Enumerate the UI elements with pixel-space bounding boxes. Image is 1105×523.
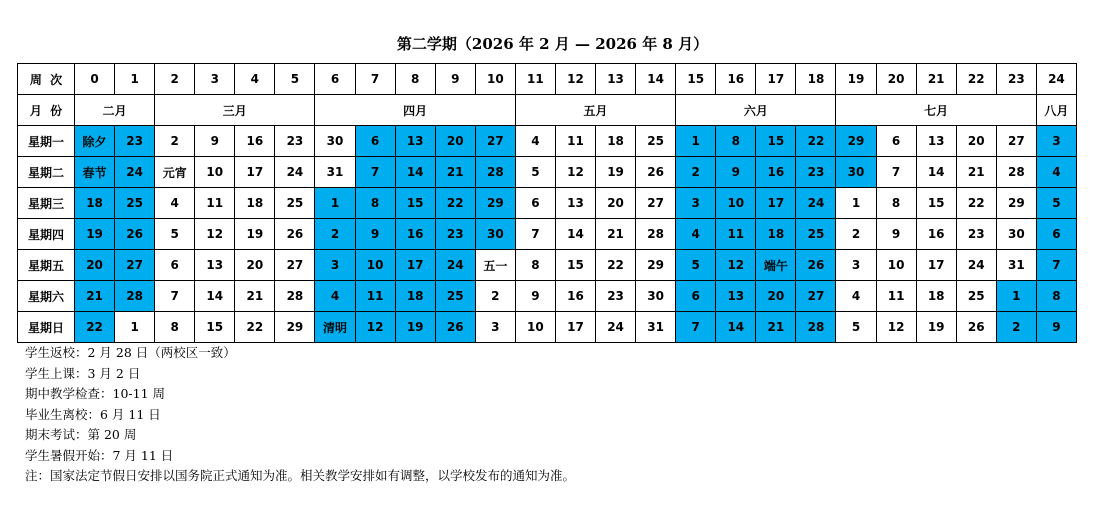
date-cell: 23 (956, 219, 996, 250)
date-cell: 15 (916, 188, 956, 219)
date-cell: 25 (956, 281, 996, 312)
weekday-row (18, 250, 1077, 281)
date-cell: 13 (195, 250, 235, 281)
date-cell: 除夕 (75, 126, 115, 157)
date-cell: 21 (956, 157, 996, 188)
date-cell: 12 (355, 312, 395, 343)
date-cell: 26 (636, 157, 676, 188)
date-cell: 19 (596, 157, 636, 188)
date-cell: 9 (195, 126, 235, 157)
month-header: 三月 (155, 95, 315, 126)
month-header: 六月 (676, 95, 836, 126)
date-cell: 24 (435, 250, 475, 281)
date-cell: 4 (155, 188, 195, 219)
week-number: 4 (235, 64, 275, 95)
date-cell: 23 (796, 157, 836, 188)
date-cell: 12 (555, 157, 595, 188)
date-cell: 3 (676, 188, 716, 219)
date-cell: 28 (275, 281, 315, 312)
date-cell: 12 (876, 312, 916, 343)
date-cell: 4 (315, 281, 355, 312)
date-cell: 14 (555, 219, 595, 250)
date-cell: 12 (716, 250, 756, 281)
week-number: 22 (956, 64, 996, 95)
date-cell: 27 (275, 250, 315, 281)
date-cell: 13 (555, 188, 595, 219)
week-number: 14 (636, 64, 676, 95)
weekday-label: 星期三 (18, 188, 75, 219)
date-cell: 17 (555, 312, 595, 343)
semester-calendar-table (17, 63, 1077, 343)
date-cell: 18 (235, 188, 275, 219)
date-cell: 4 (1036, 157, 1076, 188)
date-cell: 14 (395, 157, 435, 188)
date-cell: 10 (195, 157, 235, 188)
date-cell: 3 (1036, 126, 1076, 157)
week-number: 16 (716, 64, 756, 95)
date-cell: 24 (796, 188, 836, 219)
date-cell: 26 (275, 219, 315, 250)
date-cell: 18 (75, 188, 115, 219)
notes-list (25, 343, 575, 487)
date-cell: 27 (475, 126, 515, 157)
week-number: 13 (596, 64, 636, 95)
date-cell: 29 (636, 250, 676, 281)
month-header: 二月 (75, 95, 155, 126)
week-number: 23 (996, 64, 1036, 95)
date-cell: 1 (836, 188, 876, 219)
weekday-row (18, 157, 1077, 188)
week-number: 1 (115, 64, 155, 95)
date-cell: 26 (956, 312, 996, 343)
date-cell: 8 (515, 250, 555, 281)
week-number: 15 (676, 64, 716, 95)
date-cell: 22 (796, 126, 836, 157)
weekday-row (18, 219, 1077, 250)
date-cell: 12 (195, 219, 235, 250)
date-cell: 22 (956, 188, 996, 219)
weekday-label: 星期二 (18, 157, 75, 188)
date-cell: 11 (876, 281, 916, 312)
date-cell: 28 (796, 312, 836, 343)
weekday-label: 星期四 (18, 219, 75, 250)
date-cell: 19 (395, 312, 435, 343)
date-cell: 1 (315, 188, 355, 219)
date-cell: 30 (996, 219, 1036, 250)
date-cell: 28 (996, 157, 1036, 188)
date-cell: 24 (275, 157, 315, 188)
weekday-label: 星期一 (18, 126, 75, 157)
week-number: 7 (355, 64, 395, 95)
date-cell: 5 (836, 312, 876, 343)
week-number: 11 (515, 64, 555, 95)
date-cell: 17 (395, 250, 435, 281)
date-cell: 11 (355, 281, 395, 312)
date-cell: 16 (555, 281, 595, 312)
date-cell: 25 (636, 126, 676, 157)
week-number: 9 (435, 64, 475, 95)
week-number: 8 (395, 64, 435, 95)
note-line: 学生上课：3 月 2 日 (25, 365, 141, 381)
date-cell: 18 (395, 281, 435, 312)
date-cell: 25 (796, 219, 836, 250)
week-row-label: 周 次 (18, 64, 75, 95)
week-number: 21 (916, 64, 956, 95)
date-cell: 15 (756, 126, 796, 157)
date-cell: 5 (515, 157, 555, 188)
week-number: 0 (75, 64, 115, 95)
date-cell: 16 (395, 219, 435, 250)
week-number-row (18, 64, 1077, 95)
month-header: 五月 (515, 95, 675, 126)
date-cell: 16 (916, 219, 956, 250)
date-cell: 20 (956, 126, 996, 157)
weekday-label: 星期五 (18, 250, 75, 281)
date-cell: 13 (395, 126, 435, 157)
date-cell: 19 (75, 219, 115, 250)
date-cell: 6 (1036, 219, 1076, 250)
date-cell: 20 (235, 250, 275, 281)
week-number: 19 (836, 64, 876, 95)
date-cell: 22 (235, 312, 275, 343)
date-cell: 2 (996, 312, 1036, 343)
date-cell: 29 (836, 126, 876, 157)
week-number: 6 (315, 64, 355, 95)
date-cell: 9 (515, 281, 555, 312)
date-cell: 15 (395, 188, 435, 219)
month-header: 八月 (1036, 95, 1076, 126)
date-cell: 7 (155, 281, 195, 312)
date-cell: 20 (596, 188, 636, 219)
date-cell: 3 (315, 250, 355, 281)
date-cell: 4 (515, 126, 555, 157)
date-cell: 1 (996, 281, 1036, 312)
date-cell: 16 (235, 126, 275, 157)
week-number: 10 (475, 64, 515, 95)
date-cell: 22 (596, 250, 636, 281)
date-cell: 3 (836, 250, 876, 281)
date-cell: 9 (1036, 312, 1076, 343)
date-cell: 4 (836, 281, 876, 312)
week-number: 12 (555, 64, 595, 95)
date-cell: 1 (676, 126, 716, 157)
date-cell: 19 (916, 312, 956, 343)
date-cell: 端午 (756, 250, 796, 281)
date-cell: 25 (275, 188, 315, 219)
date-cell: 8 (355, 188, 395, 219)
weekday-label: 星期六 (18, 281, 75, 312)
date-cell: 11 (555, 126, 595, 157)
date-cell: 4 (676, 219, 716, 250)
date-cell: 30 (315, 126, 355, 157)
date-cell: 7 (876, 157, 916, 188)
date-cell: 10 (515, 312, 555, 343)
date-cell: 3 (475, 312, 515, 343)
date-cell: 15 (555, 250, 595, 281)
date-cell: 21 (235, 281, 275, 312)
date-cell: 6 (155, 250, 195, 281)
date-cell: 31 (315, 157, 355, 188)
week-number: 3 (195, 64, 235, 95)
date-cell: 6 (876, 126, 916, 157)
date-cell: 7 (676, 312, 716, 343)
date-cell: 29 (475, 188, 515, 219)
note-line: 期中教学检查：10-11 周 (25, 386, 166, 401)
date-cell: 28 (636, 219, 676, 250)
date-cell: 13 (716, 281, 756, 312)
date-cell: 24 (956, 250, 996, 281)
date-cell: 21 (435, 157, 475, 188)
date-cell: 27 (115, 250, 155, 281)
date-cell: 春节 (75, 157, 115, 188)
date-cell: 2 (676, 157, 716, 188)
date-cell: 30 (475, 219, 515, 250)
date-cell: 元宵 (155, 157, 195, 188)
note-line: 期末考试：第 20 周 (25, 427, 137, 442)
date-cell: 10 (355, 250, 395, 281)
date-cell: 五一 (475, 250, 515, 281)
date-cell: 28 (475, 157, 515, 188)
date-cell: 清明 (315, 312, 355, 343)
date-cell: 18 (916, 281, 956, 312)
date-cell: 23 (275, 126, 315, 157)
date-cell: 8 (155, 312, 195, 343)
weekday-label: 星期日 (18, 312, 75, 343)
date-cell: 9 (716, 157, 756, 188)
date-cell: 1 (115, 312, 155, 343)
date-cell: 29 (275, 312, 315, 343)
date-cell: 20 (75, 250, 115, 281)
date-cell: 15 (195, 312, 235, 343)
date-cell: 7 (1036, 250, 1076, 281)
weekday-row (18, 281, 1077, 312)
week-number: 2 (155, 64, 195, 95)
date-cell: 26 (435, 312, 475, 343)
date-cell: 23 (435, 219, 475, 250)
date-cell: 2 (315, 219, 355, 250)
date-cell: 2 (155, 126, 195, 157)
date-cell: 2 (836, 219, 876, 250)
date-cell: 10 (716, 188, 756, 219)
date-cell: 20 (756, 281, 796, 312)
month-row (18, 95, 1077, 126)
date-cell: 25 (115, 188, 155, 219)
date-cell: 7 (355, 157, 395, 188)
date-cell: 10 (876, 250, 916, 281)
date-cell: 5 (155, 219, 195, 250)
date-cell: 6 (515, 188, 555, 219)
date-cell: 18 (756, 219, 796, 250)
note-line: 学生暑假开始：7 月 11 日 (25, 447, 174, 463)
date-cell: 8 (1036, 281, 1076, 312)
date-cell: 8 (716, 126, 756, 157)
date-cell: 22 (75, 312, 115, 343)
date-cell: 18 (596, 126, 636, 157)
week-number: 5 (275, 64, 315, 95)
date-cell: 16 (756, 157, 796, 188)
date-cell: 6 (676, 281, 716, 312)
date-cell: 31 (996, 250, 1036, 281)
date-cell: 21 (75, 281, 115, 312)
date-cell: 27 (996, 126, 1036, 157)
month-row-label: 月 份 (18, 95, 75, 126)
date-cell: 9 (876, 219, 916, 250)
date-cell: 26 (796, 250, 836, 281)
date-cell: 27 (796, 281, 836, 312)
weekday-row (18, 188, 1077, 219)
date-cell: 5 (676, 250, 716, 281)
date-cell: 22 (435, 188, 475, 219)
date-cell: 11 (716, 219, 756, 250)
date-cell: 2 (475, 281, 515, 312)
date-cell: 19 (235, 219, 275, 250)
date-cell: 23 (115, 126, 155, 157)
month-header: 四月 (315, 95, 515, 126)
note-line: 毕业生离校：6 月 11 日 (25, 406, 161, 422)
date-cell: 23 (596, 281, 636, 312)
page-title: 第二学期（2026 年 2 月 — 2026 年 8 月） (396, 35, 709, 53)
date-cell: 30 (836, 157, 876, 188)
date-cell: 30 (636, 281, 676, 312)
week-number: 17 (756, 64, 796, 95)
date-cell: 20 (435, 126, 475, 157)
date-cell: 5 (1036, 188, 1076, 219)
weekday-row (18, 312, 1077, 343)
date-cell: 11 (195, 188, 235, 219)
date-cell: 27 (636, 188, 676, 219)
date-cell: 17 (916, 250, 956, 281)
date-cell: 17 (235, 157, 275, 188)
week-number: 18 (796, 64, 836, 95)
date-cell: 14 (916, 157, 956, 188)
note-line: 学生返校：2 月 28 日（两校区一致） (25, 345, 236, 360)
date-cell: 26 (115, 219, 155, 250)
date-cell: 8 (876, 188, 916, 219)
date-cell: 29 (996, 188, 1036, 219)
date-cell: 13 (916, 126, 956, 157)
weekday-row (18, 126, 1077, 157)
date-cell: 6 (355, 126, 395, 157)
date-cell: 14 (716, 312, 756, 343)
date-cell: 21 (596, 219, 636, 250)
date-cell: 24 (596, 312, 636, 343)
date-cell: 25 (435, 281, 475, 312)
date-cell: 21 (756, 312, 796, 343)
month-header: 七月 (836, 95, 1036, 126)
date-cell: 7 (515, 219, 555, 250)
week-number: 20 (876, 64, 916, 95)
date-cell: 14 (195, 281, 235, 312)
week-number: 24 (1036, 64, 1076, 95)
date-cell: 24 (115, 157, 155, 188)
date-cell: 28 (115, 281, 155, 312)
note-line: 注：国家法定节假日安排以国务院正式通知为准。相关教学安排如有调整，以学校发布的通知为准。 (25, 468, 576, 483)
date-cell: 31 (636, 312, 676, 343)
date-cell: 9 (355, 219, 395, 250)
date-cell: 17 (756, 188, 796, 219)
